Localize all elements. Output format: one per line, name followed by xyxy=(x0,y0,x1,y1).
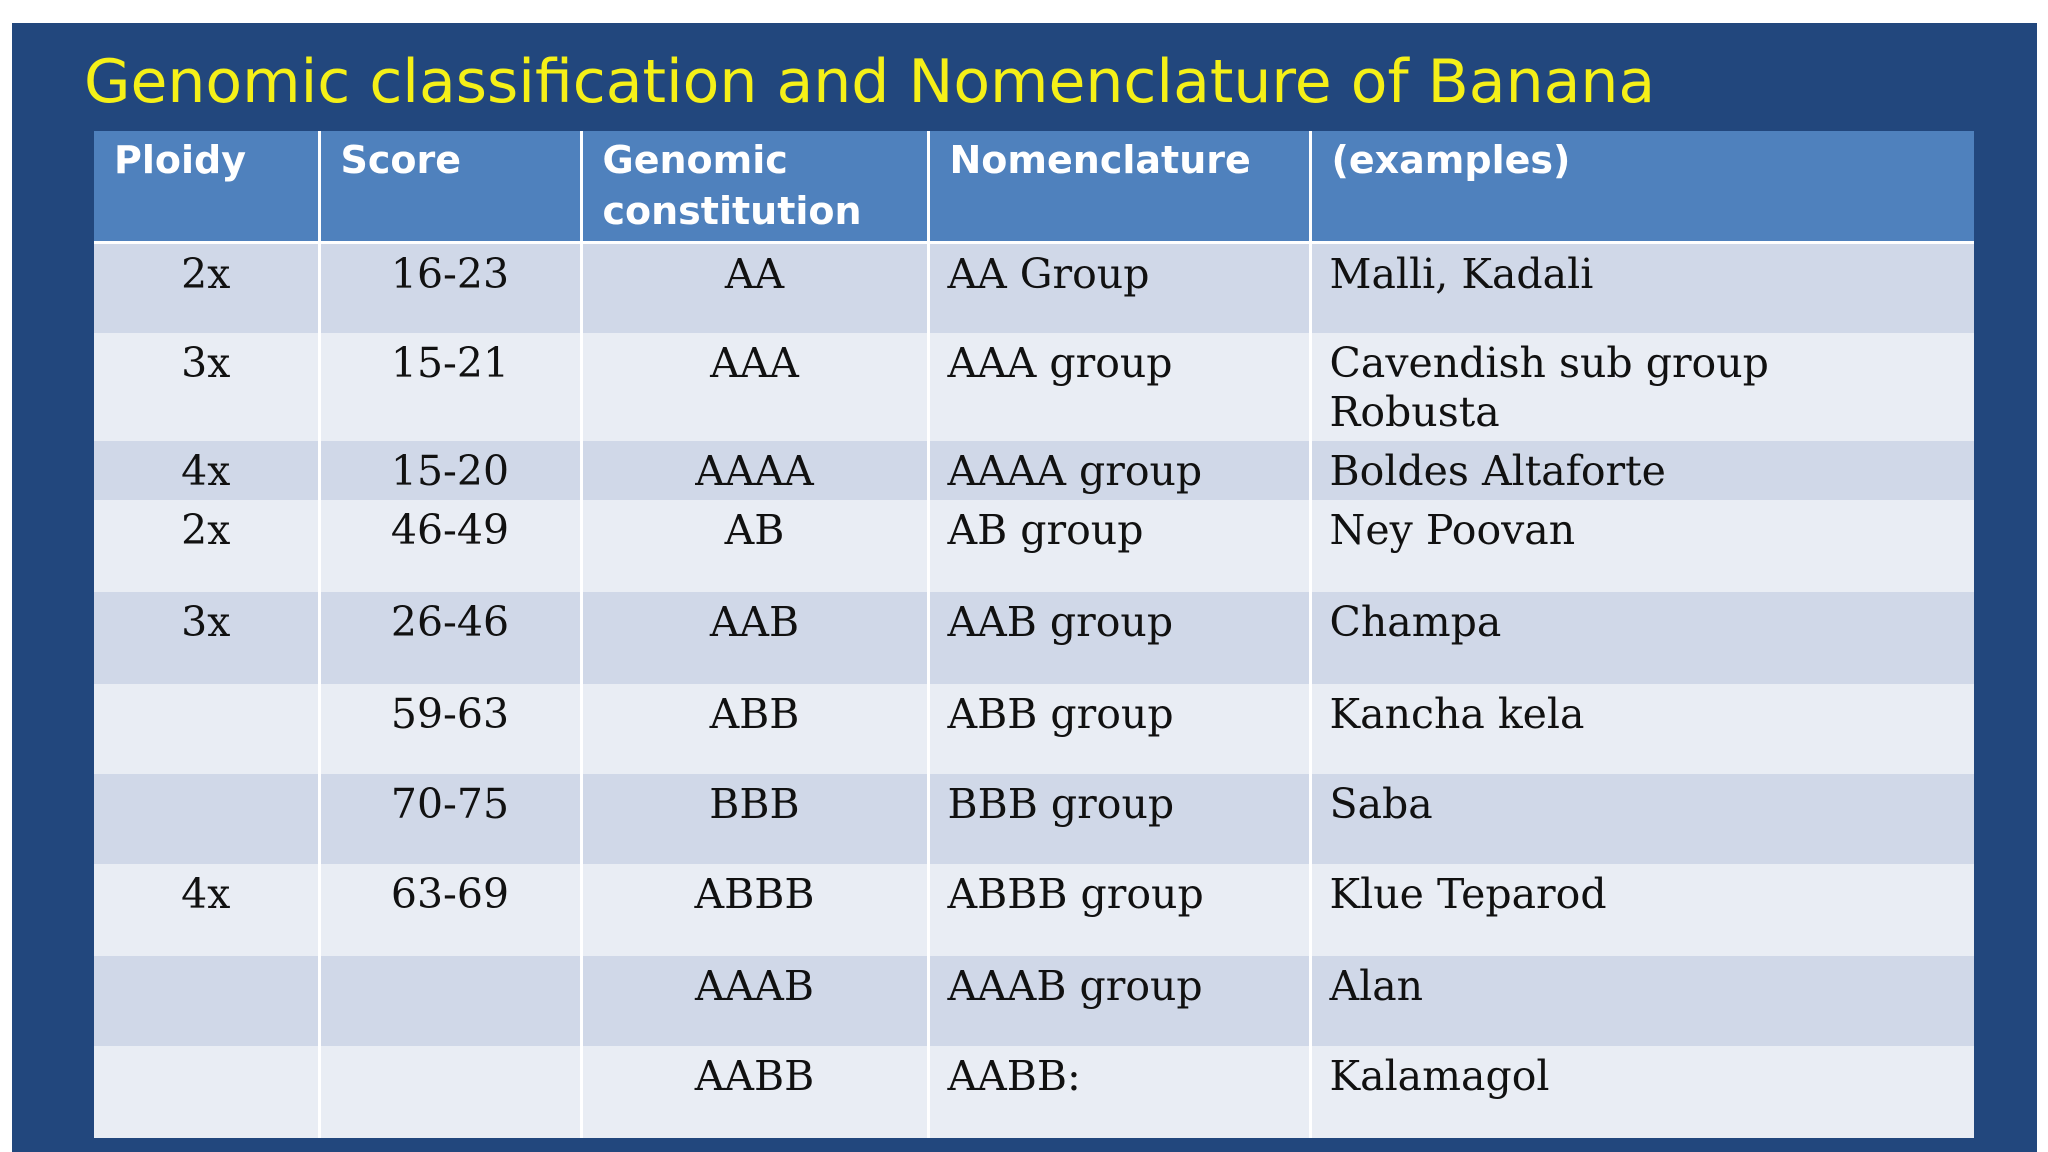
examples-cell xyxy=(1310,592,1974,684)
table-header-row xyxy=(94,131,1974,243)
nomenclature-cell: ABB group xyxy=(928,684,1310,774)
score-cell: 46-49 xyxy=(319,500,581,592)
table-row xyxy=(94,1046,1974,1138)
header-nomenclature: Nomenclature xyxy=(928,131,1310,243)
table-row xyxy=(94,333,1974,441)
ploidy-cell xyxy=(94,1046,319,1138)
examples-cell xyxy=(1310,500,1974,592)
examples-cell xyxy=(1310,956,1974,1046)
example-line: Kalamagol xyxy=(1329,1051,1550,1100)
genomic-constitution-cell: AAAA xyxy=(581,441,928,500)
ploidy-cell: 3x xyxy=(94,592,319,684)
example-line: Champa xyxy=(1329,597,1502,646)
slide xyxy=(12,23,2037,1152)
genomic-constitution-cell: AABB xyxy=(581,1046,928,1138)
table-row xyxy=(94,243,1974,333)
example-line: Robusta xyxy=(1329,387,1500,436)
header-ploidy: Ploidy xyxy=(94,131,319,243)
nomenclature-cell: AABB: xyxy=(928,1046,1310,1138)
table-row xyxy=(94,956,1974,1046)
example-line: Alan xyxy=(1329,961,1424,1010)
score-cell: 16-23 xyxy=(319,243,581,333)
genomic-constitution-cell: ABBB xyxy=(581,864,928,956)
header-examples: (examples) xyxy=(1310,131,1974,243)
table-row xyxy=(94,441,1974,500)
table-row xyxy=(94,684,1974,774)
header-score: Score xyxy=(319,131,581,243)
table-row xyxy=(94,592,1974,684)
ploidy-cell: 4x xyxy=(94,441,319,500)
header-genomic-line2: constitution xyxy=(602,189,862,233)
genomic-constitution-cell: ABB xyxy=(581,684,928,774)
example-line: Klue Teparod xyxy=(1329,869,1607,918)
score-cell xyxy=(319,1046,581,1138)
examples-cell xyxy=(1310,243,1974,333)
score-cell xyxy=(319,956,581,1046)
table-row xyxy=(94,500,1974,592)
example-line: Boldes Altaforte xyxy=(1329,446,1666,495)
genomic-constitution-cell: BBB xyxy=(581,774,928,864)
genomic-constitution-cell: AB xyxy=(581,500,928,592)
ploidy-cell xyxy=(94,774,319,864)
nomenclature-cell: AA Group xyxy=(928,243,1310,333)
slide-title: Genomic classification and Nomenclature of Banana xyxy=(84,47,1656,117)
examples-cell xyxy=(1310,1046,1974,1138)
score-cell: 26-46 xyxy=(319,592,581,684)
ploidy-cell xyxy=(94,956,319,1046)
example-line: Kancha kela xyxy=(1329,689,1585,738)
ploidy-cell: 4x xyxy=(94,864,319,956)
banana-classification-table xyxy=(94,131,1974,1138)
nomenclature-cell: BBB group xyxy=(928,774,1310,864)
ploidy-cell xyxy=(94,684,319,774)
table-body xyxy=(94,243,1974,1138)
examples-cell xyxy=(1310,441,1974,500)
examples-cell xyxy=(1310,684,1974,774)
nomenclature-cell: AAAB group xyxy=(928,956,1310,1046)
nomenclature-cell: AB group xyxy=(928,500,1310,592)
ploidy-cell: 2x xyxy=(94,243,319,333)
example-line: Malli, Kadali xyxy=(1329,250,1594,298)
score-cell: 59-63 xyxy=(319,684,581,774)
genomic-constitution-cell: AAA xyxy=(581,333,928,441)
genomic-constitution-cell: AA xyxy=(581,243,928,333)
header-genomic-constitution xyxy=(581,131,928,243)
score-cell: 15-21 xyxy=(319,333,581,441)
examples-cell xyxy=(1310,333,1974,441)
ploidy-cell: 2x xyxy=(94,500,319,592)
nomenclature-cell: ABBB group xyxy=(928,864,1310,956)
table-row xyxy=(94,864,1974,956)
examples-cell xyxy=(1310,864,1974,956)
examples-cell xyxy=(1310,774,1974,864)
table-row xyxy=(94,774,1974,864)
genomic-constitution-cell: AAB xyxy=(581,592,928,684)
score-cell: 63-69 xyxy=(319,864,581,956)
nomenclature-cell: AAB group xyxy=(928,592,1310,684)
example-line: Ney Poovan xyxy=(1329,505,1576,554)
score-cell: 70-75 xyxy=(319,774,581,864)
example-line: Saba xyxy=(1329,779,1433,828)
nomenclature-cell: AAAA group xyxy=(928,441,1310,500)
score-cell: 15-20 xyxy=(319,441,581,500)
genomic-constitution-cell: AAAB xyxy=(581,956,928,1046)
example-line: Cavendish sub group xyxy=(1329,338,1769,387)
ploidy-cell: 3x xyxy=(94,333,319,441)
header-genomic-line1: Genomic xyxy=(602,138,788,182)
nomenclature-cell: AAA group xyxy=(928,333,1310,441)
